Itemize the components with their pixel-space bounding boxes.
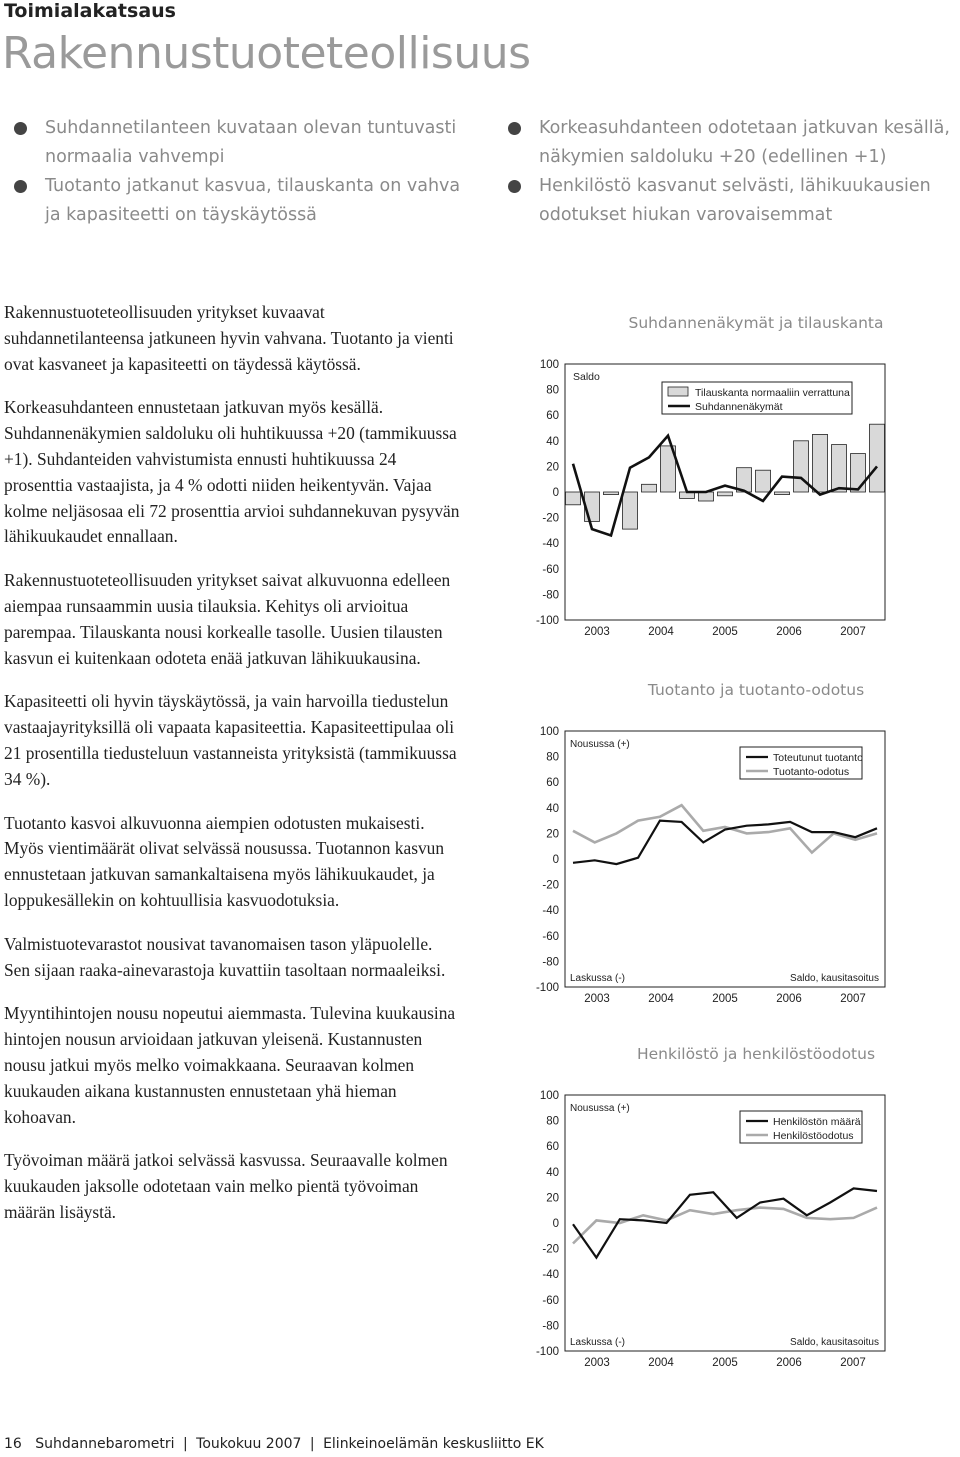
y-tick-label: 100 (539, 359, 559, 371)
y-tick-label: 100 (539, 726, 559, 738)
y-tick-label: -40 (542, 905, 559, 918)
y-tick-label: -40 (542, 1269, 559, 1282)
production-chart (500, 707, 960, 1007)
y-tick-label: 80 (546, 384, 559, 397)
section-tag: Toimialakatsaus (4, 0, 176, 22)
y-tick-label: 20 (546, 1192, 559, 1205)
bar (718, 492, 733, 496)
legend-label: Toteutunut tuotanto (773, 752, 863, 764)
y-tick-label: 60 (546, 1141, 559, 1154)
bar (699, 492, 714, 501)
bar (756, 470, 771, 492)
label-rising: Nousussa (+) (570, 739, 630, 750)
x-tick-label: 2007 (840, 993, 866, 1005)
label-falling: Laskussa (-) (570, 973, 626, 984)
y-tick-label: -20 (542, 512, 559, 525)
paragraph: Tuotanto kasvoi alkuvuonna aiempien odotusten mukaisesti. Myös vientimäärät olivat selvässä nousussa. Tuotannon kasvun ennustetaan jatkuvan samankaltaisena myös lähikuukaudet, ja loppukesällekin on kohtuullisia kasvuodotuksia. (4, 812, 445, 910)
y-tick-label: 60 (546, 410, 559, 423)
y-tick-label: 60 (546, 777, 559, 790)
page-number: 16 (4, 1436, 22, 1452)
y-tick-label: -80 (542, 956, 559, 969)
y-tick-label: 40 (546, 802, 559, 815)
x-tick-label: 2007 (840, 1357, 866, 1369)
y-tick-label: 0 (552, 487, 559, 499)
x-tick-label: 2004 (648, 626, 674, 638)
paragraph: Myyntihintojen nousu nopeutui aiemmasta. Tulevina kuukausina hintojen nousun arvioidaan jatkuvan yleisenä. Kustannusten nousu jatkui myös melko voimakkaana. Seuraavan kolmen kuukauden aikana kustannusten ennustetaan yhä hieman kohoavan. (4, 1003, 456, 1127)
y-tick-label: -60 (542, 1294, 559, 1307)
x-tick-label: 2004 (648, 993, 674, 1005)
footer-publisher: Elinkeinoelämän keskusliitto EK (323, 1436, 544, 1452)
highlight-item: Korkeasuhdanteen odotetaan jatkuvan kesällä, näkymien saldoluku +20 (edellinen +1) (502, 114, 960, 172)
x-tick-label: 2006 (776, 1357, 802, 1369)
highlights-left (8, 114, 478, 230)
bar (642, 484, 657, 492)
highlights-right (502, 114, 960, 230)
label-falling: Laskussa (-) (570, 1337, 626, 1348)
legend-label: Tuotanto-odotus (773, 766, 850, 778)
y-tick-label: -20 (542, 879, 559, 892)
y-tick-label: -80 (542, 1320, 559, 1333)
legend-label: Henkilöstön määrä (773, 1116, 861, 1128)
highlight-item: Tuotanto jatkanut kasvua, tilauskanta on vahva ja kapasiteetti on täyskäytössä (8, 172, 478, 230)
x-tick-label: 2006 (776, 626, 802, 638)
article-body (4, 300, 460, 1244)
y-tick-label: 100 (539, 1090, 559, 1102)
y-tick-label: 80 (546, 1115, 559, 1128)
y-tick-label: -60 (542, 930, 559, 943)
page-title: Rakennustuoteteollisuus (2, 28, 531, 79)
footer-month: Toukokuu 2007 (196, 1436, 302, 1452)
x-tick-label: 2003 (584, 993, 610, 1005)
highlight-item: Henkilöstö kasvanut selvästi, lähikuukausien odotukset hiukan varovaisemmat (502, 172, 960, 230)
y-tick-label: -60 (542, 563, 559, 576)
x-tick-label: 2007 (840, 626, 866, 638)
y-tick-label: -100 (535, 1346, 559, 1358)
y-tick-label: -80 (542, 589, 559, 602)
highlight-item: Suhdannetilanteen kuvataan olevan tuntuvasti normaalia vahvempi (8, 114, 478, 172)
y-tick-label: -40 (542, 538, 559, 551)
y-tick-label: 20 (546, 461, 559, 474)
y-tick-label: 20 (546, 828, 559, 841)
paragraph: Valmistuotevarastot nousivat tavanomaisen tason yläpuolelle. Sen sijaan raaka-ainevarastoja kuvattiin tasoltaan normaaleiksi. (4, 933, 446, 980)
label-balance: Saldo, kausitasoitus (790, 973, 879, 984)
y-tick-label: 40 (546, 1166, 559, 1179)
paragraph: Työvoiman määrä jatkoi selvässä kasvussa. Seuraavalle kolmen kuukauden jaksolle odotetaan vain melko pientä työvoiman määrän lisäystä. (4, 1150, 448, 1222)
x-tick-label: 2003 (584, 1357, 610, 1369)
chart-title: Suhdannenäkymät ja tilauskanta (628, 314, 884, 332)
y-tick-label: -100 (535, 982, 559, 994)
y-tick-label: 0 (552, 854, 559, 866)
x-tick-label: 2006 (776, 993, 802, 1005)
bar (566, 492, 581, 505)
legend-swatch (668, 387, 688, 396)
y-unit-label: Saldo (573, 371, 600, 383)
legend-label: Suhdannenäkymät (695, 401, 783, 413)
bar (870, 424, 885, 492)
paragraph: Kapasiteetti oli hyvin täyskäytössä, ja vain harvoilla tiedustelun vastaajayrityksillä oli vapaata kapasiteettia. Kapasiteettipulaa oli 21 prosentilla tiedusteluun vastanneista yrityksistä (tammikuussa 34 %). (4, 691, 457, 789)
bar (775, 492, 790, 495)
personnel-chart (500, 1071, 960, 1371)
footer-publication: Suhdannebarometri (35, 1436, 175, 1452)
y-tick-label: 0 (552, 1218, 559, 1230)
bar (851, 454, 866, 492)
x-tick-label: 2005 (712, 993, 738, 1005)
page-footer: 16 Suhdannebarometri | Toukokuu 2007 | Elinkeinoelämän keskusliitto EK (4, 1436, 544, 1452)
orders-outlook-chart (500, 340, 960, 640)
chart-title: Henkilöstö ja henkilöstöodotus (636, 1045, 876, 1063)
x-tick-label: 2005 (712, 626, 738, 638)
bar (813, 434, 828, 492)
x-tick-label: 2004 (648, 1357, 674, 1369)
legend-label: Tilauskanta normaaliin verrattuna (695, 387, 850, 399)
bar (832, 445, 847, 492)
label-rising: Nousussa (+) (570, 1103, 630, 1114)
x-tick-label: 2005 (712, 1357, 738, 1369)
y-tick-label: -100 (535, 615, 559, 627)
bar (623, 492, 638, 529)
x-tick-label: 2003 (584, 626, 610, 638)
y-tick-label: 80 (546, 751, 559, 764)
bar (604, 492, 619, 495)
paragraph: Korkeasuhdanteen ennustetaan jatkuvan myös kesällä. Suhdannenäkymien saldoluku oli huhtikuussa +20 (tammikuussa +1). Suhdanteiden vahvistumista ennusti huhtikuussa 24 prosenttia vastaajista, ja 4 % odotti niiden heikentyvän. Vajaa kolme neljäsosaa eli 72 prosenttia arvioi suhdannekuvan pysyvän lähikuukaudet ennallaan. (4, 397, 460, 547)
bar (794, 441, 809, 492)
paragraph: Rakennustuoteteollisuuden yritykset kuvaavat suhdannetilanteensa jatkuneen hyvin vahvana. Tuotanto ja vienti ovat kasvaneet ja kapasiteetti on täydessä käytössä. (4, 302, 454, 374)
label-balance: Saldo, kausitasoitus (790, 1337, 879, 1348)
paragraph: Rakennustuoteteollisuuden yritykset saivat alkuvuonna edelleen aiempaa runsaammin uusia tilauksia. Kehitys oli arvioitua parempaa. Tilauskanta nousi korkealle tasolle. Uusien tilausten kasvun ei kuitenkaan odoteta enää jatkuvan lähikuukausina. (4, 570, 451, 668)
legend-label: Henkilöstöodotus (773, 1130, 854, 1142)
y-tick-label: -20 (542, 1243, 559, 1256)
y-tick-label: 40 (546, 435, 559, 448)
chart-title: Tuotanto ja tuotanto-odotus (647, 681, 865, 699)
